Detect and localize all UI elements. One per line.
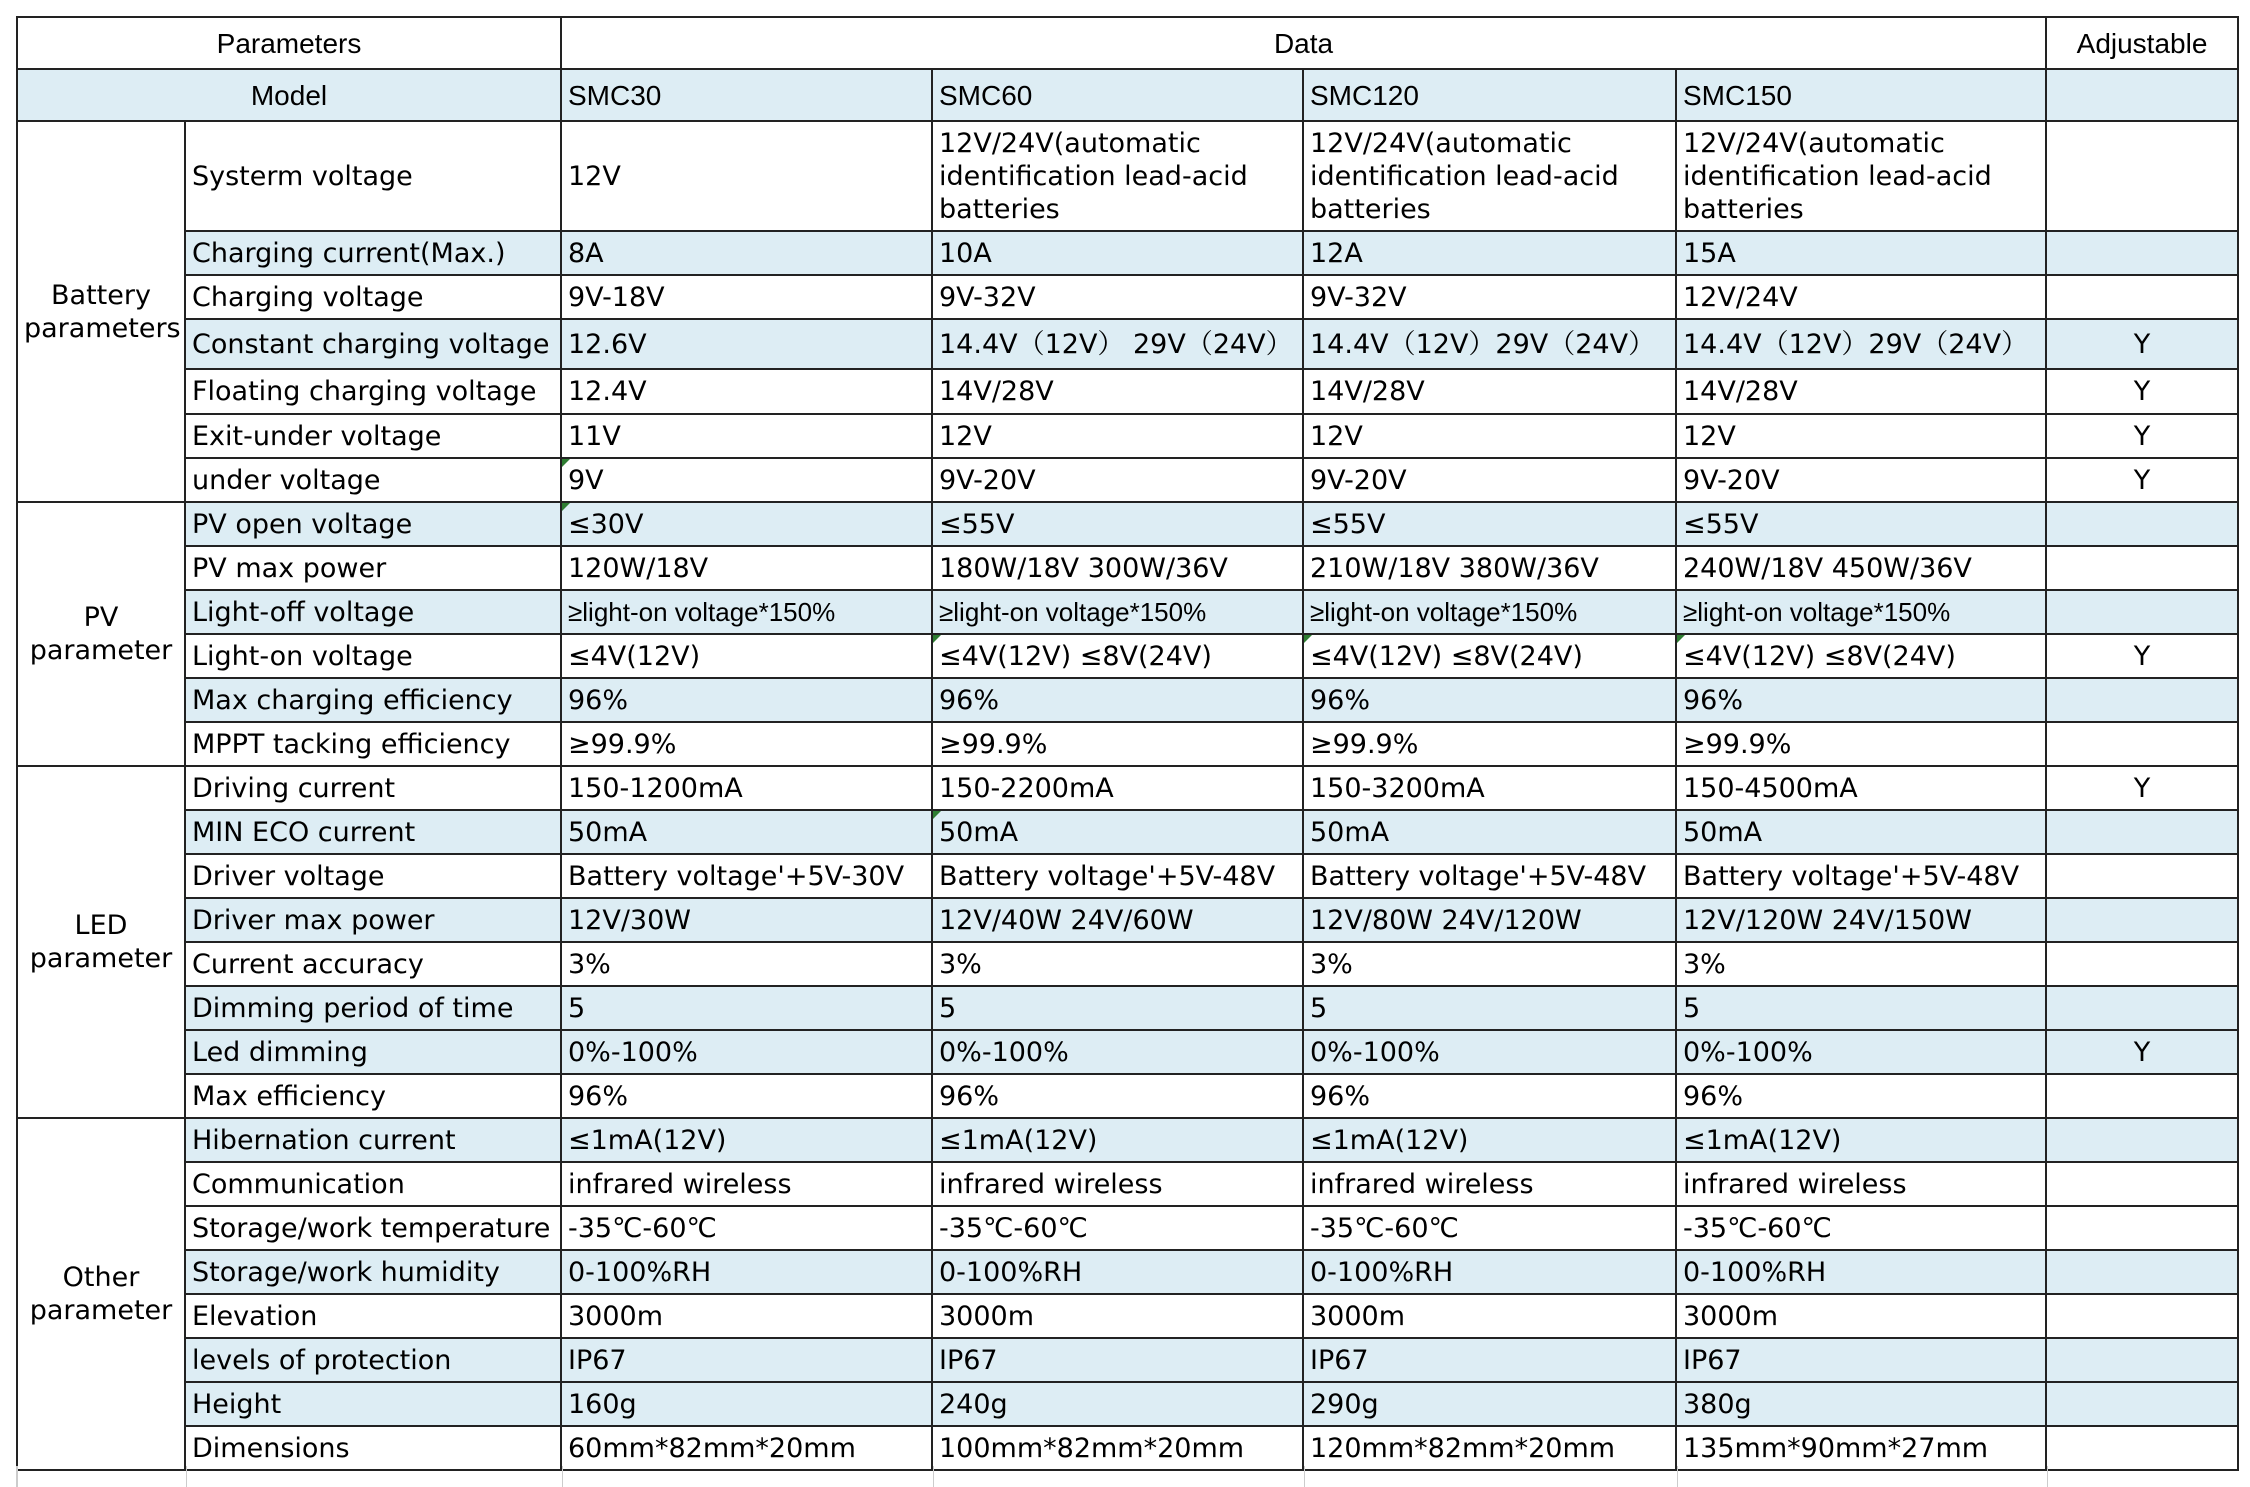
value-cell: 96%	[561, 1074, 932, 1118]
param-label: Light-on voltage	[185, 634, 561, 678]
adjustable-cell	[2046, 275, 2238, 319]
param-label: Current accuracy	[185, 942, 561, 986]
value-cell: 3%	[1303, 942, 1676, 986]
value-cell: 12V	[1303, 414, 1676, 458]
value-cell: 180W/18V 300W/36V	[932, 546, 1303, 590]
adjustable-cell	[2046, 1382, 2238, 1426]
model-smc120: SMC120	[1303, 69, 1676, 121]
value-cell: 3%	[561, 942, 932, 986]
value-cell: 5	[1303, 986, 1676, 1030]
adjustable-cell	[2046, 1206, 2238, 1250]
value-cell: Battery voltage'+5V-48V	[1676, 854, 2046, 898]
value-cell: ≤1mA(12V)	[1303, 1118, 1676, 1162]
value-cell: -35℃-60℃	[561, 1206, 932, 1250]
value-cell: 12.6V	[561, 319, 932, 369]
value-cell: -35℃-60℃	[932, 1206, 1303, 1250]
param-label: Max charging efficiency	[185, 678, 561, 722]
battery-group-label: Battery parameters	[17, 121, 185, 502]
value-cell: 14.4V（12V） 29V（24V）	[932, 319, 1303, 369]
value-cell: ≤4V(12V)	[561, 634, 932, 678]
table-row	[17, 275, 2238, 319]
table-row	[17, 1074, 2238, 1118]
spec-table	[16, 16, 2239, 1471]
adjustable-cell	[2046, 231, 2238, 275]
value-cell: 12V/120W 24V/150W	[1676, 898, 2046, 942]
adjustable-cell: Y	[2046, 634, 2238, 678]
adjustable-cell	[2046, 1162, 2238, 1206]
adjustable-cell: Y	[2046, 1030, 2238, 1074]
value-cell: 150-2200mA	[932, 766, 1303, 810]
value-cell: ≤4V(12V) ≤8V(24V)	[1676, 634, 2046, 678]
param-label: Dimensions	[185, 1426, 561, 1470]
adjustable-cell	[2046, 810, 2238, 854]
value-cell: 150-3200mA	[1303, 766, 1676, 810]
table-row	[17, 369, 2238, 414]
value-cell: 12V/24V(automatic identification lead-acid batteries	[1676, 121, 2046, 231]
table-row	[17, 121, 2238, 231]
parameters-header: Parameters	[17, 17, 561, 69]
table-row	[17, 634, 2238, 678]
value-cell: ≤1mA(12V)	[1676, 1118, 2046, 1162]
value-cell: 12V/24V(automatic identification lead-acid batteries	[932, 121, 1303, 231]
value-cell: 3000m	[1676, 1294, 2046, 1338]
value-cell: ≤55V	[1676, 502, 2046, 546]
value-cell: 3%	[932, 942, 1303, 986]
param-label: Constant charging voltage	[185, 319, 561, 369]
adjustable-cell	[2046, 1294, 2238, 1338]
table-row	[17, 502, 2238, 546]
value-cell: 15A	[1676, 231, 2046, 275]
value-cell: Battery voltage'+5V-48V	[1303, 854, 1676, 898]
param-label: PV open voltage	[185, 502, 561, 546]
value-cell: 9V	[561, 458, 932, 502]
value-cell: IP67	[561, 1338, 932, 1382]
value-cell: 210W/18V 380W/36V	[1303, 546, 1676, 590]
value-cell: ≥light-on voltage*150%	[561, 590, 932, 634]
value-cell: 12V/30W	[561, 898, 932, 942]
value-cell: 240g	[932, 1382, 1303, 1426]
value-cell: ≥light-on voltage*150%	[932, 590, 1303, 634]
value-cell: 8A	[561, 231, 932, 275]
value-cell: 240W/18V 450W/36V	[1676, 546, 2046, 590]
adjustable-cell	[2046, 121, 2238, 231]
table-row	[17, 319, 2238, 369]
table-row	[17, 1250, 2238, 1294]
param-label: Communication	[185, 1162, 561, 1206]
adjustable-header: Adjustable	[2046, 17, 2238, 69]
value-cell: -35℃-60℃	[1676, 1206, 2046, 1250]
table-row	[17, 458, 2238, 502]
value-cell: 50mA	[561, 810, 932, 854]
table-row	[17, 414, 2238, 458]
model-smc60: SMC60	[932, 69, 1303, 121]
led-group-label: LED parameter	[17, 766, 185, 1118]
value-cell: 50mA	[1676, 810, 2046, 854]
table-row	[17, 986, 2238, 1030]
other-group-label: Other parameter	[17, 1118, 185, 1470]
value-cell: 160g	[561, 1382, 932, 1426]
adjustable-cell	[2046, 678, 2238, 722]
adjustable-cell	[2046, 1074, 2238, 1118]
value-cell: ≤55V	[932, 502, 1303, 546]
value-cell: 12V/24V	[1676, 275, 2046, 319]
value-cell: 12A	[1303, 231, 1676, 275]
table-row	[17, 678, 2238, 722]
param-label: Charging voltage	[185, 275, 561, 319]
model-smc150: SMC150	[1676, 69, 2046, 121]
value-cell: 9V-20V	[932, 458, 1303, 502]
value-cell: 9V-20V	[1303, 458, 1676, 502]
value-cell: 96%	[1676, 678, 2046, 722]
value-cell: 11V	[561, 414, 932, 458]
value-cell: ≥99.9%	[1676, 722, 2046, 766]
value-cell: 12V	[561, 121, 932, 231]
param-label: Storage/work temperature	[185, 1206, 561, 1250]
value-cell: ≥99.9%	[932, 722, 1303, 766]
value-cell: ≤55V	[1303, 502, 1676, 546]
value-cell: 12V/24V(automatic identification lead-acid batteries	[1303, 121, 1676, 231]
param-label: levels of protection	[185, 1338, 561, 1382]
value-cell: 14V/28V	[1676, 369, 2046, 414]
value-cell: 12V/40W 24V/60W	[932, 898, 1303, 942]
value-cell: 50mA	[932, 810, 1303, 854]
param-label: Exit-under voltage	[185, 414, 561, 458]
param-label: MPPT tacking efficiency	[185, 722, 561, 766]
value-cell: 96%	[1303, 1074, 1676, 1118]
param-label: Driving current	[185, 766, 561, 810]
value-cell: 0%-100%	[932, 1030, 1303, 1074]
value-cell: 96%	[1303, 678, 1676, 722]
value-cell: 14V/28V	[1303, 369, 1676, 414]
table-row	[17, 898, 2238, 942]
table-row	[17, 854, 2238, 898]
value-cell: ≤1mA(12V)	[932, 1118, 1303, 1162]
adjustable-cell	[2046, 502, 2238, 546]
param-label: under voltage	[185, 458, 561, 502]
value-cell: 0%-100%	[1303, 1030, 1676, 1074]
value-cell: ≥99.9%	[561, 722, 932, 766]
param-label: MIN ECO current	[185, 810, 561, 854]
param-label: Light-off voltage	[185, 590, 561, 634]
value-cell: 96%	[561, 678, 932, 722]
table-row	[17, 766, 2238, 810]
value-cell: 12.4V	[561, 369, 932, 414]
value-cell: 96%	[932, 1074, 1303, 1118]
value-cell: 100mm*82mm*20mm	[932, 1426, 1303, 1470]
value-cell: 9V-20V	[1676, 458, 2046, 502]
adjustable-cell: Y	[2046, 414, 2238, 458]
value-cell: 0%-100%	[1676, 1030, 2046, 1074]
model-label: Model	[17, 69, 561, 121]
value-cell: 290g	[1303, 1382, 1676, 1426]
table-row	[17, 810, 2238, 854]
param-label: Max efficiency	[185, 1074, 561, 1118]
param-label: Led dimming	[185, 1030, 561, 1074]
adjustable-cell	[2046, 854, 2238, 898]
value-cell: ≤4V(12V) ≤8V(24V)	[1303, 634, 1676, 678]
adjustable-cell	[2046, 546, 2238, 590]
adjustable-cell	[2046, 590, 2238, 634]
table-row	[17, 1162, 2238, 1206]
value-cell: 5	[561, 986, 932, 1030]
pv-group-label: PV parameter	[17, 502, 185, 766]
value-cell: IP67	[1676, 1338, 2046, 1382]
adjustable-cell	[2046, 1426, 2238, 1470]
value-cell: IP67	[1303, 1338, 1676, 1382]
value-cell: 50mA	[1303, 810, 1676, 854]
param-label: Elevation	[185, 1294, 561, 1338]
value-cell: 9V-32V	[932, 275, 1303, 319]
value-cell: 10A	[932, 231, 1303, 275]
value-cell: 3000m	[561, 1294, 932, 1338]
adjustable-cell: Y	[2046, 458, 2238, 502]
param-label: Dimming period of time	[185, 986, 561, 1030]
table-row	[17, 1338, 2238, 1382]
model-adjustable-cell	[2046, 69, 2238, 121]
adjustable-cell: Y	[2046, 766, 2238, 810]
adjustable-cell	[2046, 1118, 2238, 1162]
next-row-edge	[16, 1466, 2239, 1487]
param-label: Driver voltage	[185, 854, 561, 898]
value-cell: ≥light-on voltage*150%	[1676, 590, 2046, 634]
value-cell: 96%	[932, 678, 1303, 722]
value-cell: Battery voltage'+5V-30V	[561, 854, 932, 898]
table-row	[17, 1118, 2238, 1162]
adjustable-cell	[2046, 942, 2238, 986]
value-cell: 9V-32V	[1303, 275, 1676, 319]
value-cell: 3000m	[932, 1294, 1303, 1338]
value-cell: ≥light-on voltage*150%	[1303, 590, 1676, 634]
value-cell: 14.4V（12V）29V（24V）	[1303, 319, 1676, 369]
table-row	[17, 722, 2238, 766]
value-cell: 0-100%RH	[561, 1250, 932, 1294]
adjustable-cell	[2046, 1250, 2238, 1294]
param-label: Driver max power	[185, 898, 561, 942]
value-cell: 96%	[1676, 1074, 2046, 1118]
value-cell: 3000m	[1303, 1294, 1676, 1338]
value-cell: 9V-18V	[561, 275, 932, 319]
spec-body	[17, 17, 2238, 1470]
table-row	[17, 546, 2238, 590]
value-cell: 12V/80W 24V/120W	[1303, 898, 1676, 942]
param-label: Floating charging voltage	[185, 369, 561, 414]
param-label: Storage/work humidity	[185, 1250, 561, 1294]
value-cell: 150-1200mA	[561, 766, 932, 810]
value-cell: 5	[932, 986, 1303, 1030]
value-cell: 3%	[1676, 942, 2046, 986]
param-label: Charging current(Max.)	[185, 231, 561, 275]
param-label: PV max power	[185, 546, 561, 590]
value-cell: 14V/28V	[932, 369, 1303, 414]
value-cell: 14.4V（12V）29V（24V）	[1676, 319, 2046, 369]
value-cell: infrared wireless	[1676, 1162, 2046, 1206]
table-row	[17, 1206, 2238, 1250]
table-row	[17, 590, 2238, 634]
adjustable-cell	[2046, 898, 2238, 942]
value-cell: 60mm*82mm*20mm	[561, 1426, 932, 1470]
param-label: Height	[185, 1382, 561, 1426]
value-cell: 150-4500mA	[1676, 766, 2046, 810]
value-cell: Battery voltage'+5V-48V	[932, 854, 1303, 898]
param-label: Systerm voltage	[185, 121, 561, 231]
param-label: Hibernation current	[185, 1118, 561, 1162]
value-cell: ≤30V	[561, 502, 932, 546]
adjustable-cell	[2046, 986, 2238, 1030]
value-cell: infrared wireless	[932, 1162, 1303, 1206]
model-row	[17, 69, 2238, 121]
value-cell: 12V	[1676, 414, 2046, 458]
value-cell: ≥99.9%	[1303, 722, 1676, 766]
value-cell: -35℃-60℃	[1303, 1206, 1676, 1250]
data-header: Data	[561, 17, 2046, 69]
table-row	[17, 1382, 2238, 1426]
value-cell: 0-100%RH	[932, 1250, 1303, 1294]
table-row	[17, 942, 2238, 986]
table-row	[17, 1426, 2238, 1470]
value-cell: 0-100%RH	[1303, 1250, 1676, 1294]
value-cell: 120W/18V	[561, 546, 932, 590]
value-cell: 12V	[932, 414, 1303, 458]
adjustable-cell: Y	[2046, 369, 2238, 414]
model-smc30: SMC30	[561, 69, 932, 121]
value-cell: 0%-100%	[561, 1030, 932, 1074]
value-cell: IP67	[932, 1338, 1303, 1382]
header-row	[17, 17, 2238, 69]
value-cell: 5	[1676, 986, 2046, 1030]
adjustable-cell	[2046, 722, 2238, 766]
value-cell: 120mm*82mm*20mm	[1303, 1426, 1676, 1470]
value-cell: ≤4V(12V) ≤8V(24V)	[932, 634, 1303, 678]
value-cell: 380g	[1676, 1382, 2046, 1426]
adjustable-cell: Y	[2046, 319, 2238, 369]
table-row	[17, 1030, 2238, 1074]
value-cell: 0-100%RH	[1676, 1250, 2046, 1294]
table-row	[17, 1294, 2238, 1338]
value-cell: 135mm*90mm*27mm	[1676, 1426, 2046, 1470]
value-cell: infrared wireless	[1303, 1162, 1676, 1206]
value-cell: infrared wireless	[561, 1162, 932, 1206]
adjustable-cell	[2046, 1338, 2238, 1382]
value-cell: ≤1mA(12V)	[561, 1118, 932, 1162]
table-row	[17, 231, 2238, 275]
